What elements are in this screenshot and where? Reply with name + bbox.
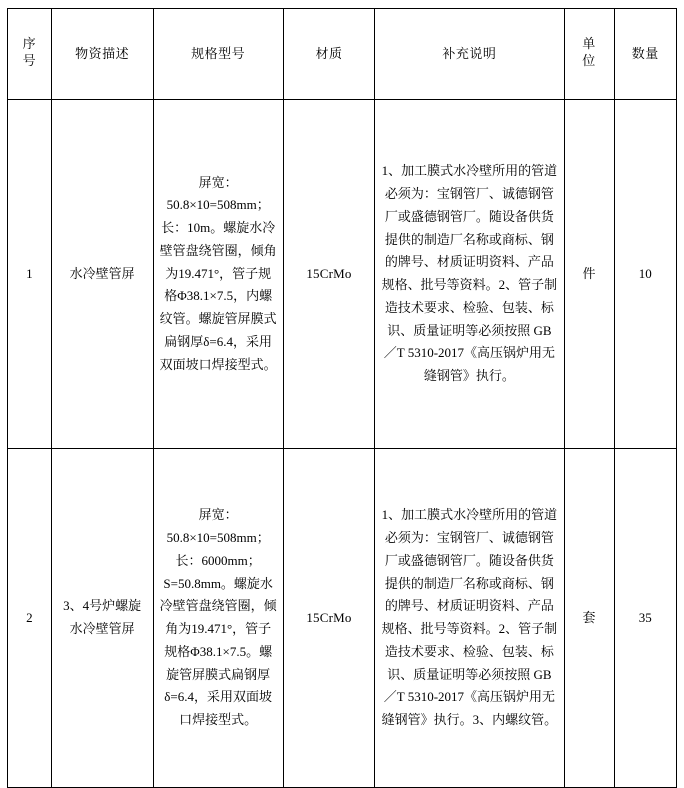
header-cell-quantity: 数量 [614, 9, 676, 100]
table-row [8, 449, 677, 788]
cell-spec-model: 屏宽：50.8×10=508mm；长：10m。螺旋水冷壁管盘绕管圈，倾角为19.471°，管子规格Φ38.1×7.5，内螺纹管。螺旋管屏膜式扁钢厚δ=6.4，采用双面坡口焊接型式。 [153, 100, 283, 449]
cell-seq: 1 [8, 100, 52, 449]
cell-description: 水冷壁管屏 [51, 100, 153, 449]
table-body [8, 100, 677, 788]
header-cell-spec-model: 规格型号 [153, 9, 283, 100]
cell-spec-model: 屏宽：50.8×10=508mm；长：6000mm；S=50.8mm。螺旋水冷壁管盘绕管圈，倾角为19.471°，管子规格Φ38.1×7.5。螺旋管屏膜式扁钢厚δ=6.4，采用双面坡口焊接型式。 [153, 449, 283, 788]
table-header-row [8, 9, 677, 100]
cell-supplement: 1、加工膜式水冷壁所用的管道必须为：宝钢管厂、诚德钢管厂或盛德钢管厂。随设备供货提供的制造厂名称或商标、钢的牌号、材质证明资料、产品规格、批号等资料。2、管子制造技术要求、检验、包装、标识、质量证明等必须按照 GB／T 5310-2017《高压锅炉用无缝钢管》执行。 [375, 100, 564, 449]
cell-quantity: 35 [614, 449, 676, 788]
cell-material: 15CrMo [283, 100, 375, 449]
cell-unit: 套 [564, 449, 614, 788]
cell-unit: 件 [564, 100, 614, 449]
cell-description: 3、4号炉螺旋水冷壁管屏 [51, 449, 153, 788]
header-cell-description: 物资描述 [51, 9, 153, 100]
header-cell-seq [8, 9, 52, 100]
table-row [8, 100, 677, 449]
header-cell-material: 材质 [283, 9, 375, 100]
cell-material: 15CrMo [283, 449, 375, 788]
header-unit-line2: 位 [582, 53, 596, 69]
cell-quantity: 10 [614, 100, 676, 449]
header-cell-unit [564, 9, 614, 100]
header-cell-supplement: 补充说明 [375, 9, 564, 100]
cell-seq: 2 [8, 449, 52, 788]
header-seq-line2: 号 [22, 53, 37, 69]
header-unit-line1: 单 [582, 35, 596, 51]
header-seq-line1: 序 [22, 35, 37, 51]
cell-supplement: 1、加工膜式水冷壁所用的管道必须为：宝钢管厂、诚德钢管厂或盛德钢管厂。随设备供货提供的制造厂名称或商标、钢的牌号、材质证明资料、产品规格、批号等资料。2、管子制造技术要求、检验、包装、标识、质量证明等必须按照 GB／T 5310-2017《高压锅炉用无缝钢管》执行。3、内螺纹管。 [375, 449, 564, 788]
materials-spec-table [7, 8, 677, 788]
table-header [8, 9, 677, 100]
